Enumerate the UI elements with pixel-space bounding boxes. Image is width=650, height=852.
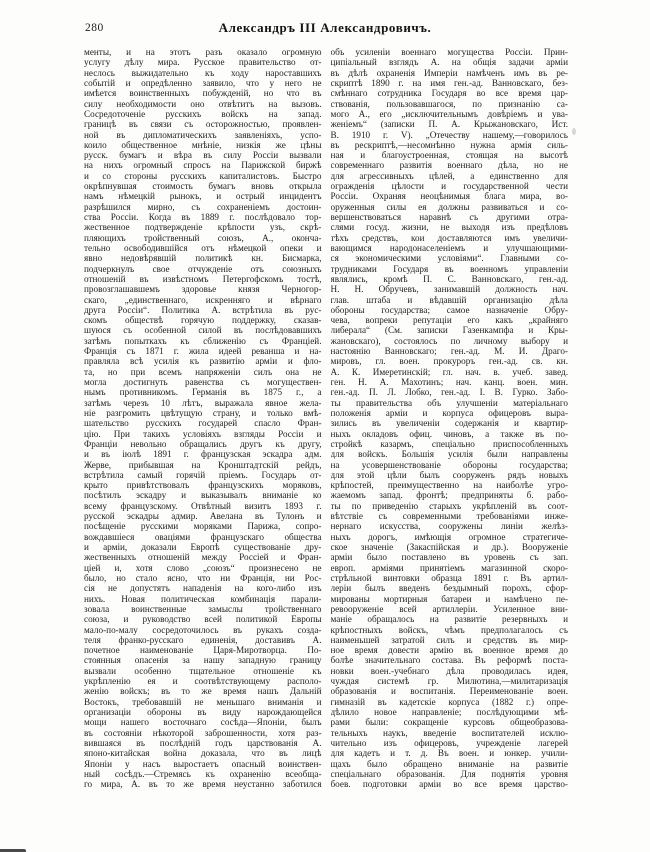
text-line: вызвали особенно тщательное отношеніе къ [84, 665, 322, 676]
text-line: Россіи. Охраняя неоцѣнимыя блага мира, во- [330, 191, 568, 202]
text-line: стоянныя опасенія за нашу западную границу [84, 655, 322, 666]
text-line: затѣмъ попыткахъ къ сближенію съ Франціей. [84, 335, 322, 346]
text-line: почетное наименованіе Царя-Миротворца. По- [84, 645, 322, 656]
text-line: объ усиленіи военнаго могущества Россіи. Прин- [330, 47, 568, 57]
text-line: тельныхъ наукъ, введеніе воспитателей исклю- [330, 727, 568, 738]
text-line: событій и опредѣленно заявило, что у него не [84, 77, 322, 88]
text-line: А. К. Имеретинскій; гл. нач. в. учеб. завед. [330, 366, 568, 377]
text-line: дѣлило новое направленіе; послѣдующими мѣ- [330, 707, 568, 717]
text-line: го мира, А. въ то же время неустанно заботился [84, 779, 322, 790]
text-line: ствованія, пользовавшагося, по признанію са- [330, 98, 568, 109]
text-line: услугу дѣлу мира. Русское правительство от- [84, 57, 322, 68]
text-line: ципіальный взглядъ А. на общія задачи арміи [330, 57, 568, 68]
text-line: положенія арміи и корпуса офицеровъ выра- [330, 407, 568, 418]
text-line: трудниками Государя въ военномъ управленіи [330, 263, 568, 274]
text-columns [84, 47, 568, 790]
page-header [0, 20, 650, 40]
text-line: стрѣльной винтовки образца 1891 г. Въ артил- [330, 572, 568, 583]
text-line: гимназій въ кадетскіе корпуса (1882 г.) опре- [330, 696, 568, 707]
text-line: было, но стало ясно, что ни Франція, ни Рос- [84, 572, 322, 583]
text-line: неслось выжидательно къ ходу нароставшихъ [84, 67, 322, 78]
text-line: скомъ обществѣ горячую поддержку, сказав- [84, 315, 322, 326]
text-line: для агрессивныхъ цѣлей, а единственно для [330, 170, 568, 181]
text-line: мированы мортирныя батареи и намѣчено пе- [330, 593, 568, 604]
text-line: крѣпостей, преимущественно на наиболѣе угро- [330, 480, 568, 491]
text-line: жественныхъ отношеній между Россіей и Фран- [84, 552, 322, 563]
text-line: русск. бумагъ и вѣра въ силу Россіи вызвали [84, 150, 322, 161]
text-line: тельно освободившійся отъ нѣмецкой опеки и [84, 242, 322, 253]
text-line: на усовершенствованіе обороны государства; [330, 459, 568, 470]
text-line: на нихъ огромный спросъ на Парижской биржѣ [84, 160, 322, 171]
text-line: мировъ, гл. воен. прокуроръ ген.-ад. св. кн. [330, 356, 568, 367]
text-line: жаемомъ запад. фронтѣ; предприняты б. рабо- [330, 490, 568, 501]
text-line: либерала“ (См. записки Газенкампфа и Кры- [330, 325, 568, 336]
text-line: въ состояніи нѣкоторой заброшенности, хотя раз- [84, 727, 322, 738]
text-line: жественное подтвержденіе крѣпости узъ, скрѣ- [84, 222, 322, 233]
text-line: новки воен.-учебнаго дѣла проводилась идея, [330, 665, 568, 676]
text-line: теля франко-русскаго единенія, доставивъ А. [84, 634, 322, 645]
text-line: шуюся съ особенной силой въ послѣдовавшихъ [84, 325, 322, 336]
text-column-right [331, 47, 569, 790]
text-line: женію войскъ; въ то же время нашъ Дальній [84, 686, 322, 697]
text-line: для этой цѣли былъ сооруженъ рядъ новыхъ [330, 469, 568, 480]
text-line: русской эскадры адмир. Авелана въ Тулонъ и [84, 511, 322, 522]
text-line: ты по приведенію старыхъ укрѣпленій въ соот- [330, 500, 568, 511]
text-line: ское значеніе (Закаспійская и др.). Вооруженіе [330, 542, 568, 552]
text-line: нихъ. Новая политическая комбинація парали- [84, 593, 322, 604]
text-line: Н. Н. Обручевъ, занимавшій должность нач. [330, 284, 568, 295]
text-line: скриптѣ 1890 г. на имя ген.-ад. Ванновскаго, без- [330, 77, 568, 88]
text-line: нымъ противникомъ. Германія въ 1875 г., а [84, 387, 322, 398]
text-line: тѣхъ средствъ, кои доставляются имъ увеличи- [330, 232, 568, 243]
text-line: нернаго искусства, сооружены линіи желѣз- [330, 521, 568, 532]
text-line: Японіи у насъ выростаетъ опасный воинствен- [84, 758, 322, 769]
text-line: границѣ въ связи съ осторожностью, проявлен- [84, 119, 322, 130]
text-line: современнаго развитія военнаго дѣла, но не [330, 160, 568, 171]
text-line: посѣтилъ эскадру и выказывалъ вниманіе ко [84, 490, 322, 501]
text-line: менты, и на этотъ разъ оказало огромную [84, 47, 322, 57]
text-line: наименьшей затратой силъ и средствъ въ мир- [330, 634, 568, 645]
text-column-left [84, 47, 322, 790]
text-line: вѣтствіе съ современными требованіями инже- [330, 511, 568, 522]
text-line: мого А., его „исключительнымъ довѣріемъ и ува- [330, 108, 568, 119]
text-line: оруженныя силы ея должны развиваться и со- [330, 201, 568, 212]
text-line: союза, и руководство всей политикой Европы [84, 614, 322, 625]
text-line: ніе разгромить цвѣтущую страну, и только вмѣ- [84, 407, 322, 418]
text-line: ный сосѣдъ.—Стремясь къ охраненію всеобща- [84, 768, 322, 779]
text-line: Сосредоточеніе русскихъ войскъ на запад. [84, 108, 322, 119]
text-line: ся экономическими условіями“. Главными со- [330, 253, 568, 264]
text-line: японо-китайская война доказала, что въ лицѣ [84, 748, 322, 759]
text-line: отношеній въ извѣстномъ Петергофскомъ тостѣ, [84, 273, 322, 284]
text-line: щахъ было обращено вниманіе на развитіе [330, 758, 568, 769]
text-line: образованія и воспитанія. Переименованіе воен. [330, 686, 568, 697]
text-line: настоянію Ванновскаго; ген.-ад. М. И. Драго- [330, 346, 568, 357]
text-line: для войскъ. Большія усилія были направлены [330, 449, 568, 460]
text-line: леріи былъ введенъ бездымный порохъ, сфор- [330, 583, 568, 594]
text-line: ген. Н. А. Махотинъ; нач. канц. воен. мин. [330, 377, 568, 387]
text-line: шательство русскихъ государей спасло Фран- [84, 418, 322, 429]
text-line: и со стороны русскихъ капиталистовъ. Быстро [84, 170, 322, 181]
text-line: ная и благоустроенная, стоящая на высотѣ [330, 150, 568, 161]
text-line: та, но при всемъ напряженіи силъ она не [84, 366, 322, 377]
text-line: арміи было поставлено въ уровень съ зап. [330, 552, 568, 563]
text-line: разрѣшился мирно, съ сохраненіемъ достоин- [84, 201, 322, 212]
text-line: боев. подготовки арміи во все время царство- [330, 779, 568, 790]
text-line: рами были: сокращеніе курсовъ общеобразова- [330, 717, 568, 728]
text-line: ген.-ад. П. Л. Лобко, ген.-ад. І. В. Гурко. Забо- [330, 387, 568, 398]
text-line: правляла всѣ усилія къ развитію арміи и фло- [84, 356, 322, 367]
text-line: ства Россіи. Когда въ 1889 г. послѣдовало тор- [84, 212, 322, 222]
text-line: крыто привѣтствовалъ французскихъ моряковъ, [84, 480, 322, 491]
text-line: обороны государства; самое назначеніе Обру- [330, 304, 568, 315]
text-line: мощи нашего восточнаго сосѣда—Японіи, былъ [84, 717, 322, 728]
text-line: Востокъ, требовавшій не меньшаго вниманія и [84, 696, 322, 707]
page-number: 280 [85, 22, 104, 34]
text-line: ныхъ дорогъ, имѣющія огромное стратегиче- [330, 531, 568, 542]
text-line: В. 1910 г. V). „Отечеству нашему,—говорилось [330, 129, 568, 140]
text-line: стройкѣ казармъ, спеціально приспособленныхъ [330, 438, 568, 449]
text-line: Франція съ 1871 г. жила идеей реванша и на- [84, 346, 322, 357]
text-line: пляющихъ тройственный союзъ, А., оконча- [84, 232, 322, 243]
text-line: чуждая системѣ гр. Милютина,—милитаризація [330, 676, 568, 687]
scan-smudge-artifact [572, 128, 576, 135]
text-line: цію. При такихъ условіяхъ взгляды Россіи и [84, 428, 322, 439]
text-line: въ дѣлѣ охраненія Имперіи намѣченъ имъ въ ре- [330, 67, 568, 78]
text-line: для кадетъ и т. д. Въ воен. и юнкер. учили- [330, 748, 568, 759]
page-title: Александръ III Александровичъ. [218, 20, 432, 35]
text-line: болѣе значительнаго состава. Въ реформѣ поста- [330, 655, 568, 666]
text-line: окрѣпнувшая стоимость бумагъ вновь открыла [84, 181, 322, 192]
text-line: крѣпостныхъ войскъ, чѣмъ предполагалось съ [330, 624, 568, 635]
text-line: вающимся народонаселеніемъ и улучшающими- [330, 242, 568, 253]
text-line: огражденія цѣлости и государственной чести [330, 181, 568, 192]
text-line: зились въ увеличеніи содержанія и квартир- [330, 418, 568, 429]
text-line: сія не допустятъ нападенія на кого-либо изъ [84, 583, 322, 594]
text-line: могла достигнуть равенства съ могуществен- [84, 377, 322, 387]
text-line: Франціи невольно обращались другъ къ другу, [84, 438, 322, 449]
text-line: друга Россіи“. Политика А. встрѣтила въ рус- [84, 304, 322, 315]
text-line: смѣннаго сотрудника Государя во все время цар- [330, 88, 568, 99]
text-line: ной въ дипломатическихъ заявленіяхъ, успо- [84, 129, 322, 140]
text-line: подчеркнулъ свое отчужденіе отъ союзныхъ [84, 263, 322, 274]
text-line: зовала воинственные замыслы тройственнаго [84, 603, 322, 614]
text-line: имѣется воинственныхъ побужденій, но что въ [84, 88, 322, 99]
text-line: ты правительства объ улучшеніи матеріальнаго [330, 397, 568, 408]
text-line: чительно изъ офицеровъ, учрежденіе лагерей [330, 737, 568, 748]
text-line: провозглашавшемъ здоровье князя Черногор- [84, 284, 322, 295]
text-line: мало-по-малу сосредоточилось въ рукахъ созда- [84, 624, 322, 635]
text-line: жановскаго), состоялось по личному выбору и [330, 335, 568, 346]
text-line: коило общественное мнѣніе, низкія же цѣны [84, 139, 322, 150]
text-line: ное время довести армію въ военное время до [330, 645, 568, 656]
text-line: намъ нѣмецкій рынокъ, и острый инцидентъ [84, 191, 322, 202]
text-line: и арміи, доказали Европѣ существованіе дру- [84, 542, 322, 552]
text-line: явно недовѣрявшій политикѣ кн. Бисмарка, [84, 253, 322, 264]
text-line: чева, вопреки репутаціи его какъ „крайняго [330, 315, 568, 326]
text-line: вершенствоваться наравнѣ съ другими отра- [330, 212, 568, 222]
text-line: силу необходимости оно отвѣтитъ на вызовъ. [84, 98, 322, 109]
text-line: являлись, кромѣ П. С. Ванновскаго, ген.-ад. [330, 273, 568, 284]
text-line: слями госуд. жизни, не выходя изъ предѣловъ [330, 222, 568, 233]
text-line: спеціальнаго образованія. Для поднятія уровня [330, 768, 568, 779]
text-line: встрѣтила самый горячій пріемъ. Государь от- [84, 469, 322, 480]
text-line: скаго, „единственнаго, искренняго и вѣрнаго [84, 294, 322, 305]
text-line: вившаяся въ послѣдній годъ царствованія А. [84, 737, 322, 748]
text-line: маніе обращалось на развитіе резервныхъ и [330, 614, 568, 625]
text-line: и въ іюлѣ 1891 г. французская эскадра адм. [84, 449, 322, 460]
text-line: Жерве, прибывшая на Кронштадтскій рейдъ, [84, 459, 322, 470]
text-line: европ. арміями принятіемъ магазинной скоро- [330, 562, 568, 573]
text-line: вождавшіеся оваціями французскаго общества [84, 531, 322, 542]
text-line: въ рескриптѣ,—несомнѣнно нужна армія силь- [330, 139, 568, 150]
text-line: ныхъ окладовъ офиц. чиновъ, а также въ по- [330, 428, 568, 439]
text-line: затѣмъ черезъ 10 лѣтъ, выражала явное жела- [84, 397, 322, 408]
text-line: всему французскому. Отвѣтный визитъ 1893 г. [84, 500, 322, 511]
text-line: посѣщеніе русскими моряками Парижа, сопро- [84, 521, 322, 532]
text-line: организаціи обороны въ виду нарождающейся [84, 707, 322, 717]
text-line: ревооруженіе всей артиллеріи. Усиленное вни- [330, 603, 568, 614]
text-line: глав. штаба и вѣдавшій организацію дѣла [330, 294, 568, 305]
text-line: укрѣпленію ея и соотвѣтствующему располо- [84, 676, 322, 687]
text-line: ціей и, хотя слово „союзъ“ произнесено не [84, 562, 322, 573]
text-line: женіемъ“ (записки П. А. Крыжановскаго, Ист. [330, 119, 568, 130]
